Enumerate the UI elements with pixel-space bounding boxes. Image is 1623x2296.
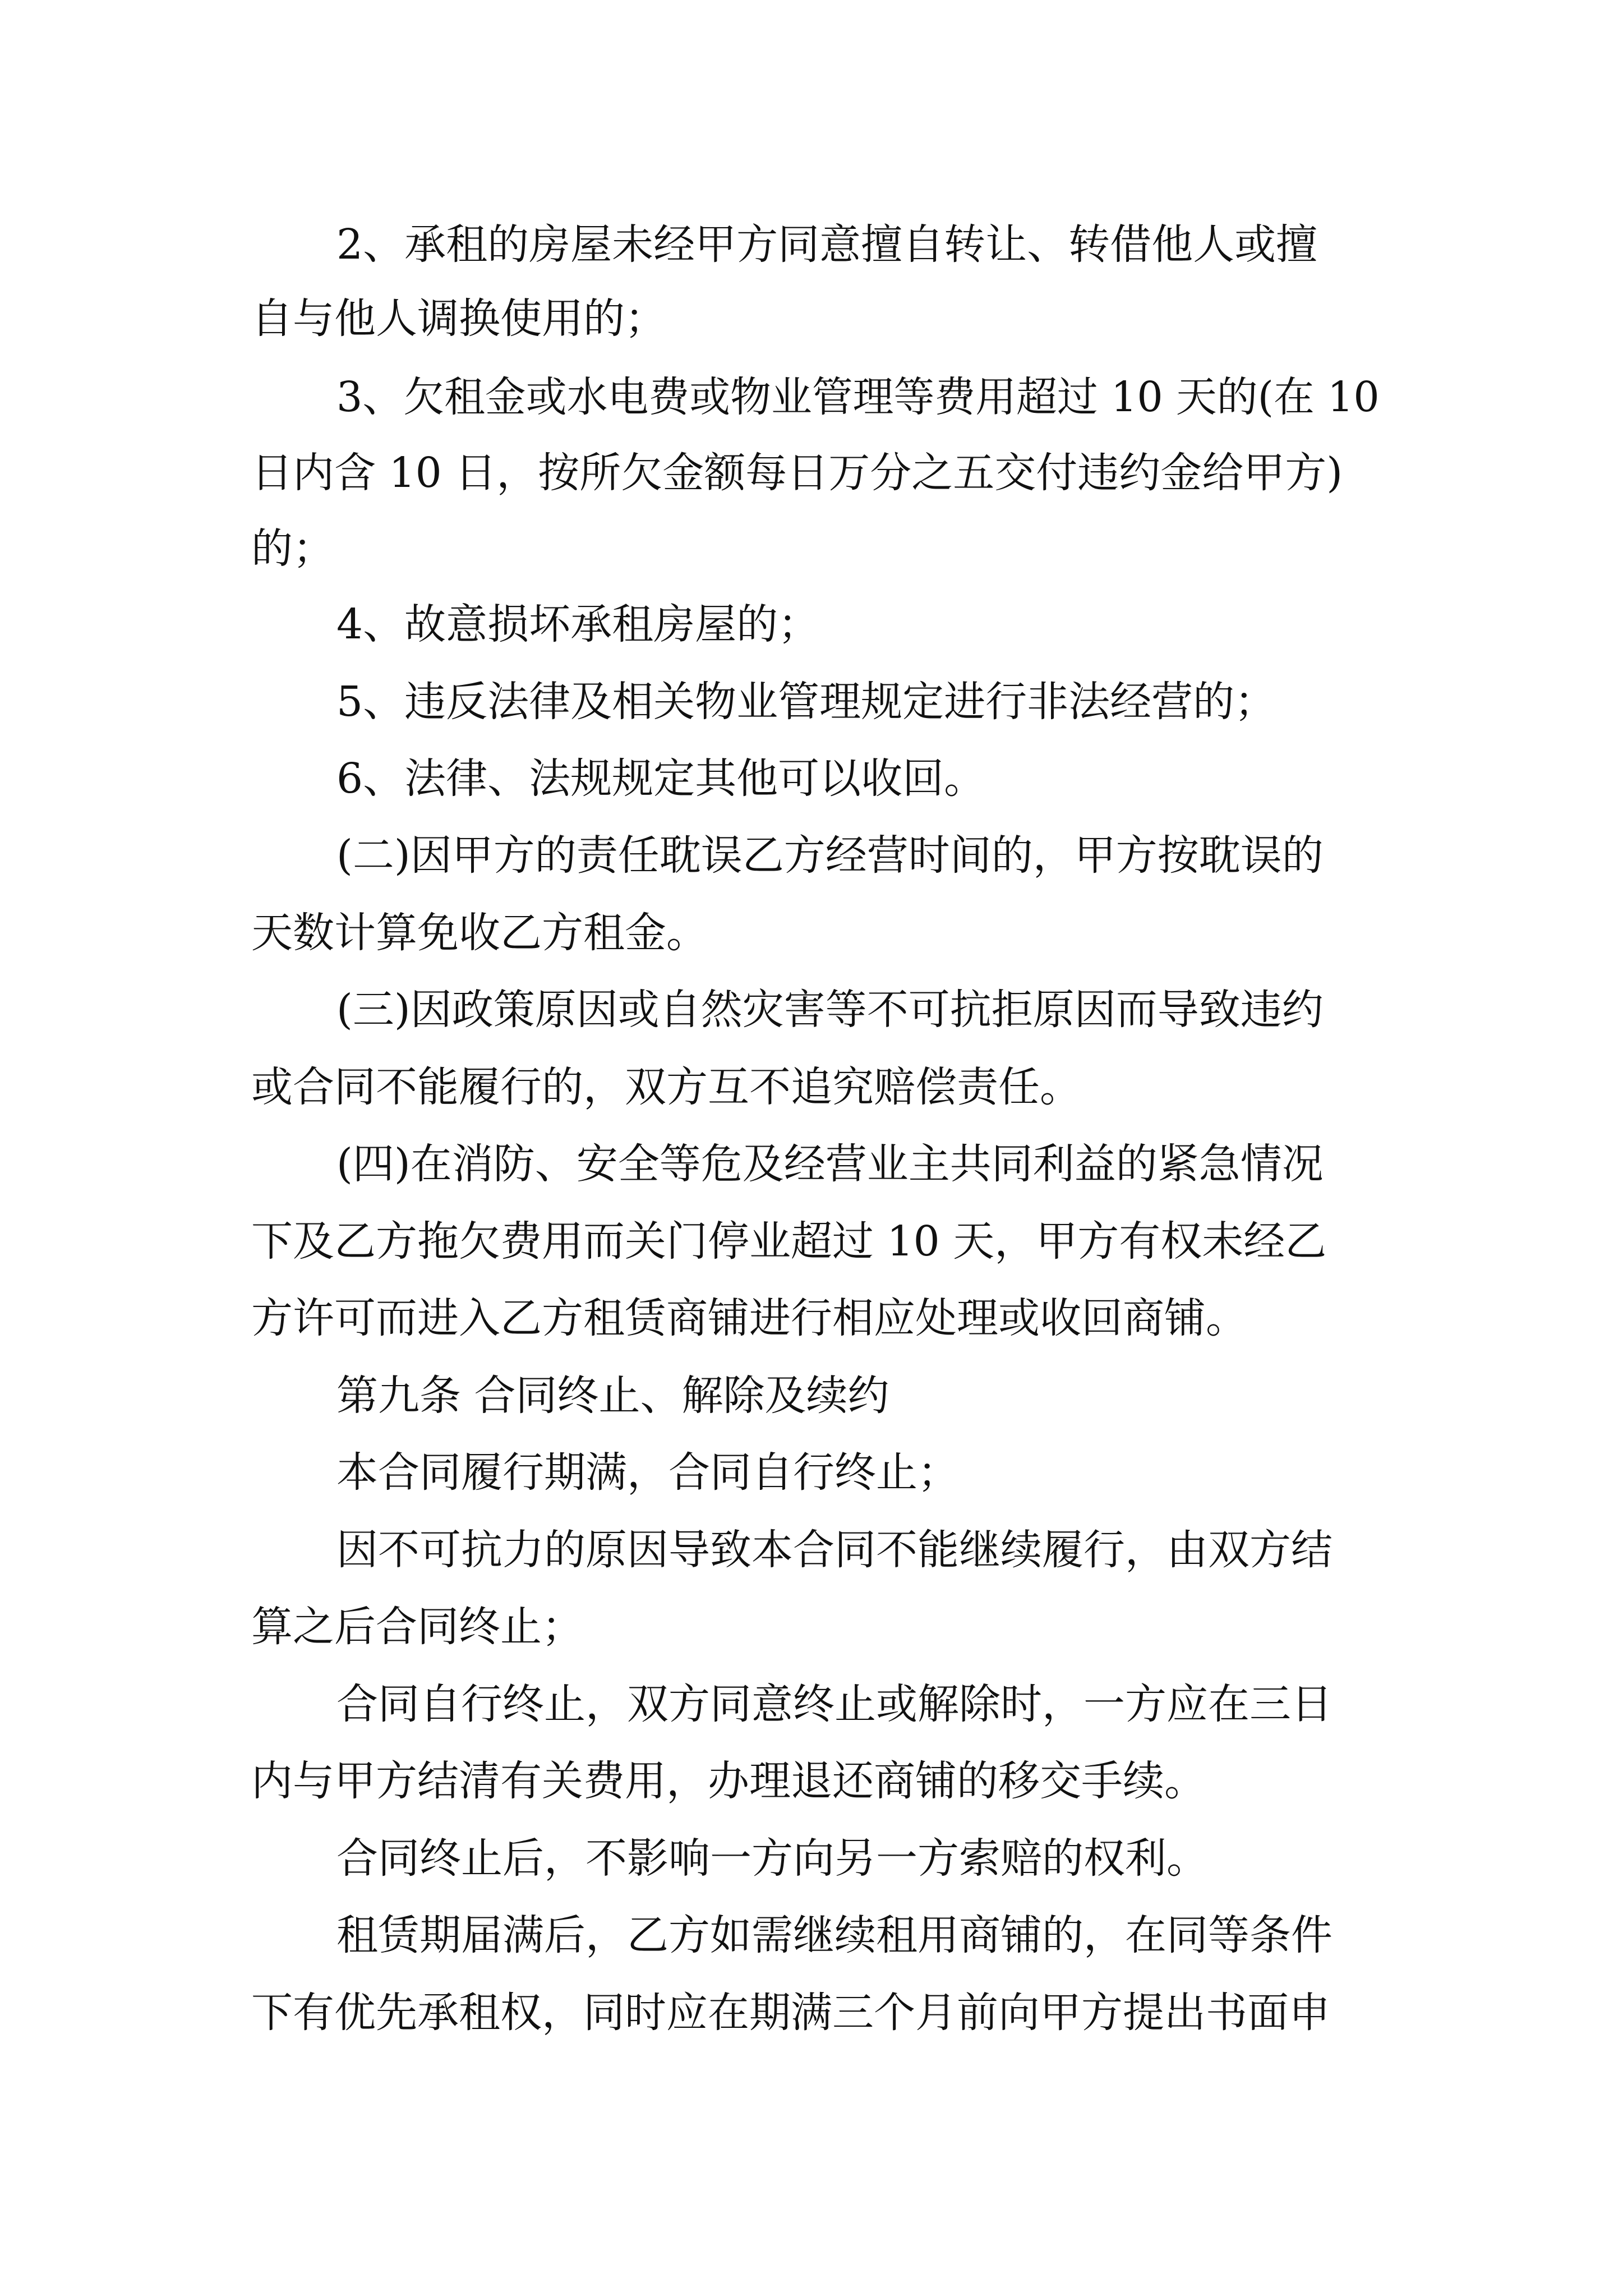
- section-heading: 第九条 合同终止、解除及续约: [336, 1372, 889, 1420]
- text-line: 日内含 10 日，按所欠金额每日万分之五交付违约金给甲方): [251, 449, 1343, 497]
- text-line: 算之后合同终止；: [251, 1603, 583, 1651]
- text-line: 合同自行终止，双方同意终止或解除时，一方应在三日: [336, 1680, 1332, 1728]
- text-line: 方许可而进入乙方租赁商铺进行相应处理或收回商铺。: [251, 1294, 1247, 1342]
- text-line: 内与甲方结清有关费用，办理退还商铺的移交手续。: [251, 1757, 1206, 1805]
- text-line: 2、承租的房屋未经甲方同意擅自转让、转借他人或擅: [336, 220, 1318, 269]
- text-line: 5、违反法律及相关物业管理规定进行非法经营的；: [336, 678, 1276, 726]
- text-line: 的；: [251, 524, 334, 573]
- text-line: 因不可抗力的原因导致本合同不能继续履行，由双方结: [336, 1526, 1332, 1574]
- text-line: (二)因甲方的责任耽误乙方经营时间的，甲方按耽误的: [336, 831, 1324, 880]
- text-line: 6、法律、法规规定其他可以收回。: [336, 754, 986, 803]
- text-line: 下及乙方拖欠费用而关门停业超过 10 天，甲方有权未经乙: [251, 1217, 1327, 1266]
- text-line: 4、故意损坏承租房屋的；: [336, 600, 820, 648]
- text-line: 租赁期届满后，乙方如需继续租用商铺的，在同等条件: [336, 1911, 1332, 1959]
- text-line: 天数计算免收乙方租金。: [251, 909, 708, 957]
- text-line: (四)在消防、安全等危及经营业主共同利益的紧急情况: [336, 1140, 1324, 1188]
- text-line: 本合同履行期满，合同自行终止；: [336, 1448, 959, 1497]
- text-line: 3、欠租金或水电费或物业管理等费用超过 10 天的(在 10: [336, 373, 1380, 421]
- text-line: (三)因政策原因或自然灾害等不可抗拒原因而导致违约: [336, 986, 1324, 1034]
- text-line: 下有优先承租权，同时应在期满三个月前向甲方提出书面申: [251, 1989, 1330, 2037]
- text-line: 或合同不能履行的，双方互不追究赔偿责任。: [251, 1063, 1081, 1111]
- text-line: 自与他人调换使用的；: [251, 295, 666, 343]
- text-line: 合同终止后，不影响一方向另一方索赔的权利。: [336, 1834, 1208, 1883]
